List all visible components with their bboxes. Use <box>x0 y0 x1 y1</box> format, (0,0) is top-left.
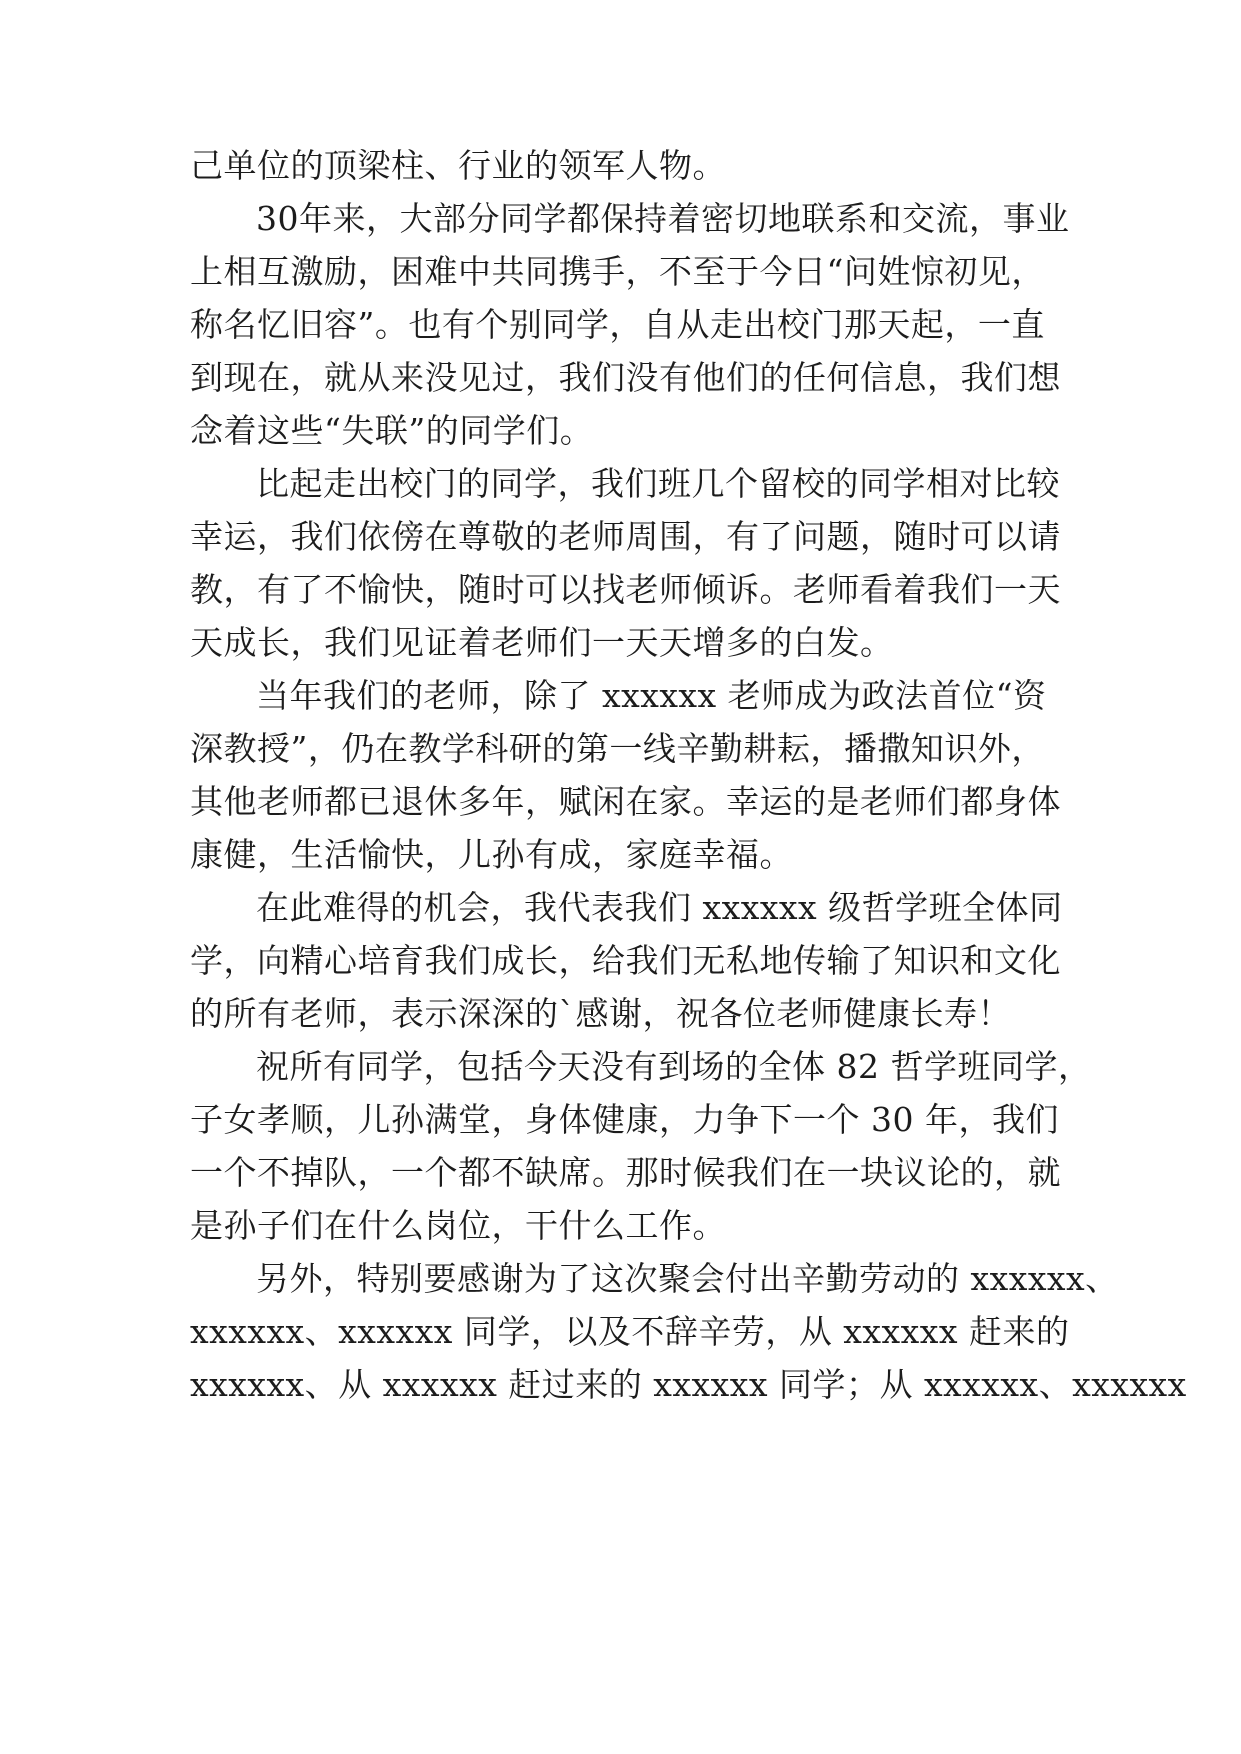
text-line: 是孙子们在什么岗位，干什么工作。 <box>190 1206 726 1245</box>
text-line: xxxxxx、xxxxxx 同学，以及不辞辛劳，从 xxxxxx 赶来的 <box>190 1312 1070 1351</box>
text-line: 的所有老师，表示深深的`感谢，祝各位老师健康长寿！ <box>190 994 1011 1033</box>
text-line: 己单位的顶梁柱、行业的领军人物。 <box>190 146 726 185</box>
text-line: xxxxxx、从 xxxxxx 赶过来的 xxxxxx 同学；从 xxxxxx、xxxxxx <box>190 1365 1187 1404</box>
paragraph-start-line: 当年我们的老师，除了 xxxxxx 老师成为政法首位“资 <box>256 676 1047 715</box>
paragraph-start-line: 另外，特别要感谢为了这次聚会付出辛勤劳动的 xxxxxx、 <box>256 1259 1119 1298</box>
text-line: 学，向精心培育我们成长，给我们无私地传输了知识和文化 <box>190 941 1061 980</box>
text-line: 教，有了不愉快，随时可以找老师倾诉。老师看着我们一天 <box>190 570 1061 609</box>
text-line: 一个不掉队，一个都不缺席。那时候我们在一块议论的，就 <box>190 1153 1061 1192</box>
text-line: 天成长，我们见证着老师们一天天增多的白发。 <box>190 623 894 662</box>
text-line: 子女孝顺，儿孙满堂，身体健康，力争下一个 30 年，我们 <box>190 1100 1059 1139</box>
text-line: 称名忆旧容”。也有个别同学，自从走出校门那天起，一直 <box>190 305 1045 344</box>
text-line: 深教授”，仍在教学科研的第一线辛勤耕耘，播撒知识外， <box>190 729 1045 768</box>
paragraph-start-line: 在此难得的机会，我代表我们 xxxxxx 级哲学班全体同 <box>256 888 1063 927</box>
text-line: 到现在，就从来没见过，我们没有他们的任何信息，我们想 <box>190 358 1061 397</box>
text-line: 念着这些“失联”的同学们。 <box>190 411 594 450</box>
paragraph-start-line: 30年来，大部分同学都保持着密切地联系和交流，事业 <box>256 199 1070 238</box>
text-line: 幸运，我们依傍在尊敬的老师周围，有了问题，随时可以请 <box>190 517 1061 556</box>
text-line: 上相互激励，困难中共同携手，不至于今日“问姓惊初见， <box>190 252 1045 291</box>
text-line: 康健，生活愉快，儿孙有成，家庭幸福。 <box>190 835 793 874</box>
paragraph-start-line: 比起走出校门的同学，我们班几个留校的同学相对比较 <box>256 464 1060 503</box>
paragraph-start-line: 祝所有同学，包括今天没有到场的全体 82 哲学班同学， <box>256 1047 1092 1086</box>
text-line: 其他老师都已退休多年，赋闲在家。幸运的是老师们都身体 <box>190 782 1061 821</box>
